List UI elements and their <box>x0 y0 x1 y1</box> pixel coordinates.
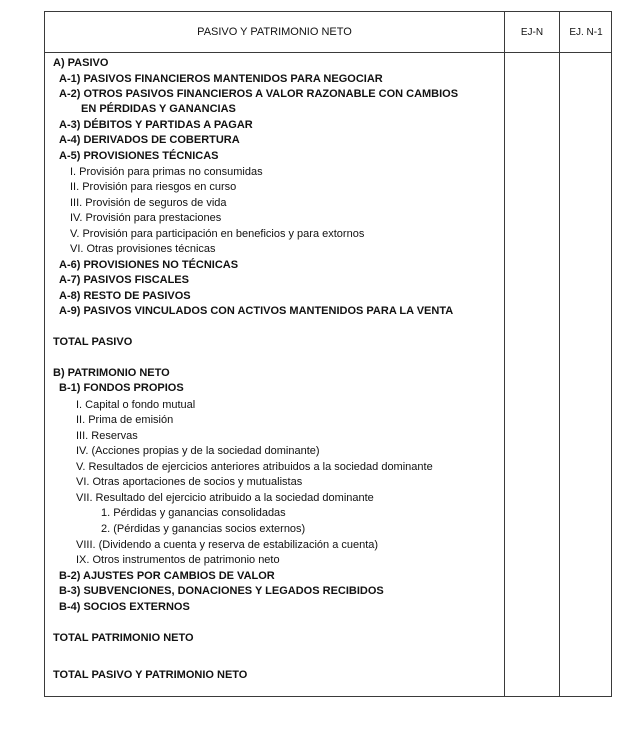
balance-sheet-table <box>44 11 612 697</box>
line-b1-item: III. Reservas <box>76 430 138 442</box>
line-b1-item: II. Prima de emisión <box>76 414 174 426</box>
line-a5-item: III. Provisión de seguros de vida <box>70 197 227 209</box>
section-heading-patrimonio: B) PATRIMONIO NETO <box>53 367 170 379</box>
line-a5-item: I. Provisión para primas no consumidas <box>70 166 263 178</box>
line-b1: B-1) FONDOS PROPIOS <box>59 382 184 394</box>
line-a5-item: II. Provisión para riesgos en curso <box>70 181 237 193</box>
line-b1-item: V. Resultados de ejercicios anteriores atribuidos a la sociedad dominante <box>76 461 433 473</box>
total-pasivo: TOTAL PASIVO <box>53 336 133 348</box>
line-b1-item: IX. Otros instrumentos de patrimonio neto <box>76 554 280 566</box>
line-b1-item: I. Capital o fondo mutual <box>76 399 196 411</box>
line-a7: A-7) PASIVOS FISCALES <box>59 274 189 286</box>
line-b1-vii-subitem: 1. Pérdidas y ganancias consolidadas <box>101 507 286 519</box>
line-b4: B-4) SOCIOS EXTERNOS <box>59 601 190 613</box>
line-a2: A-2) OTROS PASIVOS FINANCIEROS A VALOR RAZONABLE CON CAMBIOS <box>59 88 459 100</box>
table-title: PASIVO Y PATRIMONIO NETO <box>197 26 352 38</box>
line-b3: B-3) SUBVENCIONES, DONACIONES Y LEGADOS RECIBIDOS <box>59 585 384 597</box>
line-b1-item: IV. (Acciones propias y de la sociedad dominante) <box>76 445 320 457</box>
line-a8: A-8) RESTO DE PASIVOS <box>59 290 191 302</box>
line-a5-item: VI. Otras provisiones técnicas <box>70 243 216 255</box>
line-a9: A-9) PASIVOS VINCULADOS CON ACTIVOS MANTENIDOS PARA LA VENTA <box>59 305 454 317</box>
line-a6: A-6) PROVISIONES NO TÉCNICAS <box>59 259 239 271</box>
line-a4: A-4) DERIVADOS DE COBERTURA <box>59 134 240 146</box>
line-a3: A-3) DÉBITOS Y PARTIDAS A PAGAR <box>59 119 253 131</box>
line-a5-item: IV. Provisión para prestaciones <box>70 212 222 224</box>
line-b1-vii-subitem: 2. (Pérdidas y ganancias socios externos) <box>101 523 306 535</box>
total-patrimonio-neto: TOTAL PATRIMONIO NETO <box>53 632 194 644</box>
line-b1-item: VII. Resultado del ejercicio atribuido a la sociedad dominante <box>76 492 374 504</box>
section-heading-pasivo: A) PASIVO <box>53 57 109 69</box>
column-header-previous-year: EJ. N-1 <box>569 26 603 38</box>
column-divider-previous <box>559 12 560 696</box>
line-a5: A-5) PROVISIONES TÉCNICAS <box>59 150 219 162</box>
line-b1-item: VI. Otras aportaciones de socios y mutualistas <box>76 476 303 488</box>
line-a2-continued: EN PÉRDIDAS Y GANANCIAS <box>81 103 236 115</box>
total-pasivo-y-patrimonio-neto: TOTAL PASIVO Y PATRIMONIO NETO <box>53 669 248 681</box>
line-b1-item: VIII. (Dividendo a cuenta y reserva de estabilización a cuenta) <box>76 539 379 551</box>
column-header-current-year: EJ-N <box>520 26 544 38</box>
line-a1: A-1) PASIVOS FINANCIEROS MANTENIDOS PARA NEGOCIAR <box>59 73 383 85</box>
line-a5-item: V. Provisión para participación en beneficios y para extornos <box>70 228 365 240</box>
column-divider-current <box>504 12 505 696</box>
line-b2: B-2) AJUSTES POR CAMBIOS DE VALOR <box>59 570 275 582</box>
header-divider <box>45 52 611 53</box>
